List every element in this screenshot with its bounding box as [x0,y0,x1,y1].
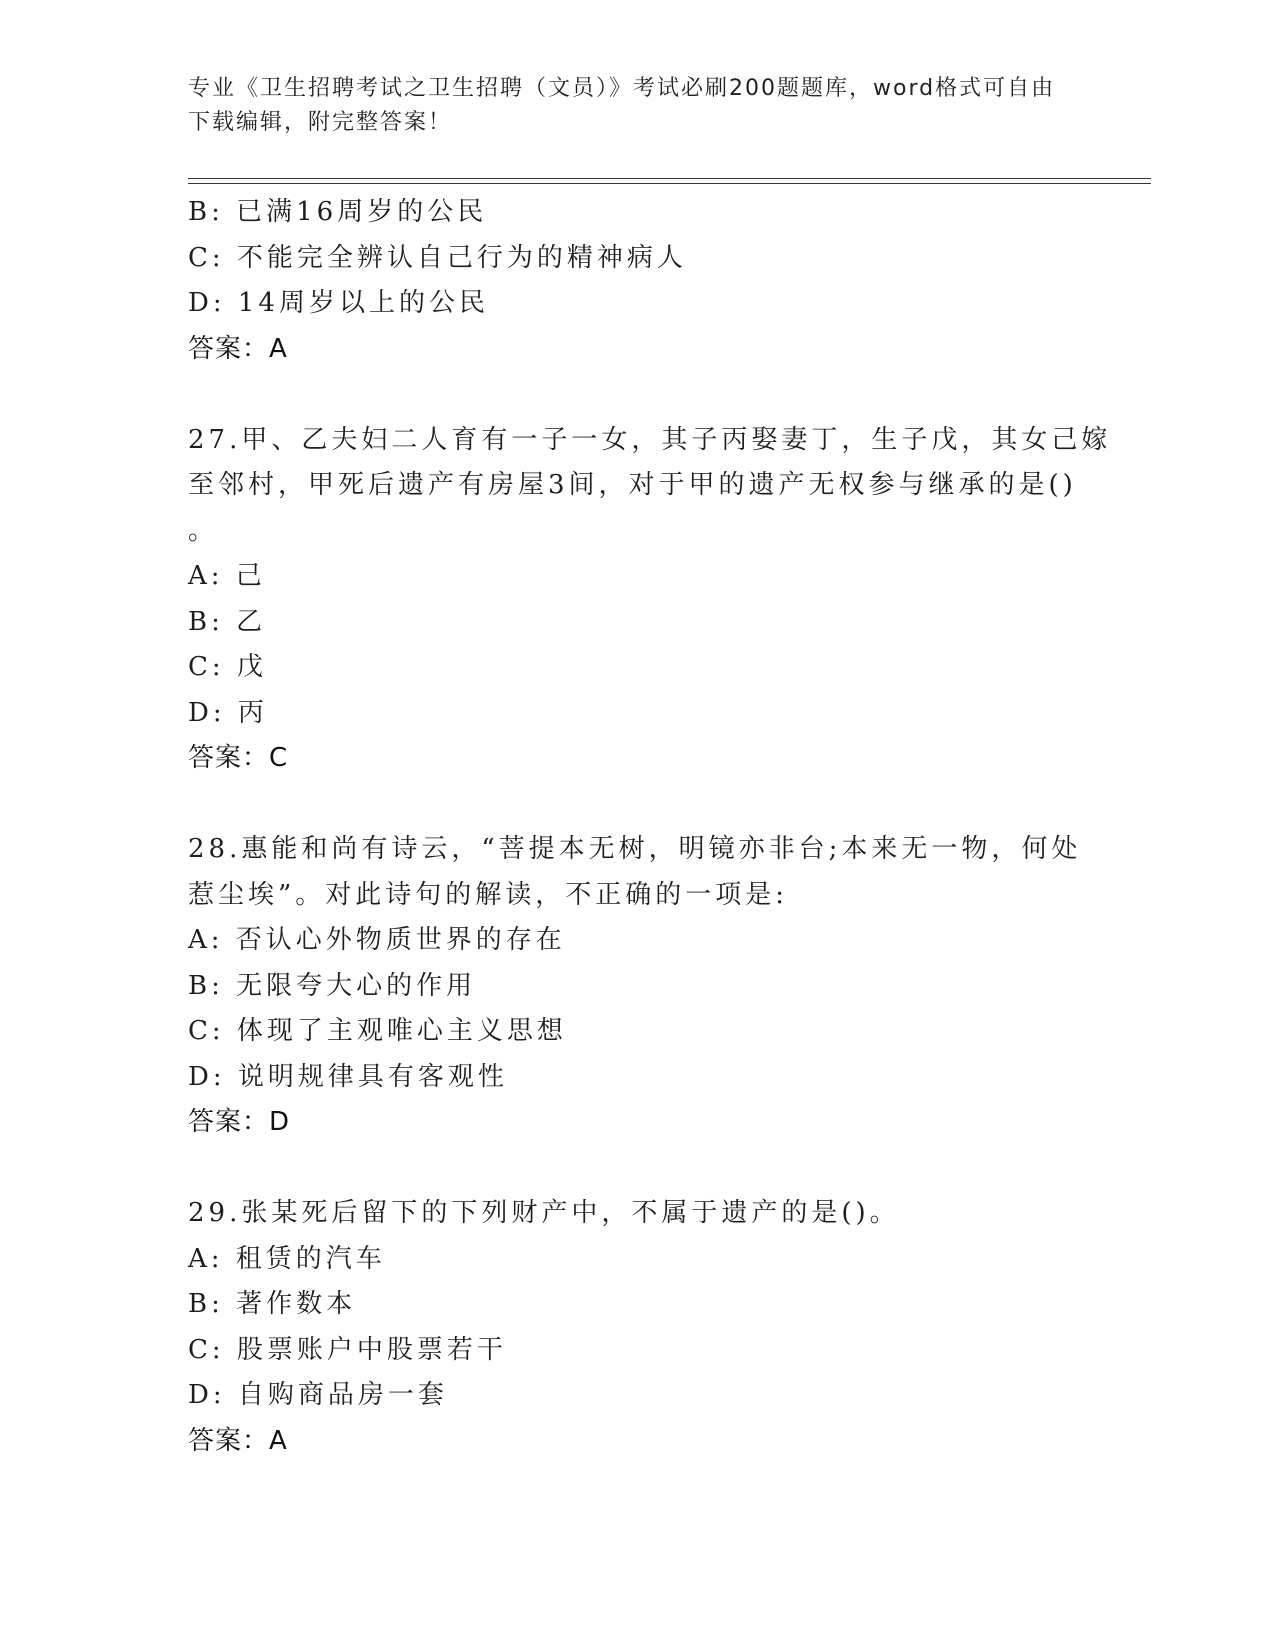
question-stem-line: 至邻村，甲死后遗产有房屋3间，对于甲的遗产无权参与继承的是() [188,470,1077,500]
answer-line: 答案：A [188,1425,288,1456]
question-28 [188,827,1088,1146]
option-b: B: 乙 [188,606,267,637]
header-divider-bottom [188,183,1151,184]
answer-line: 答案：C [188,743,289,773]
question-stem-line: 28.惠能和尚有诗云，“菩提本无树，明镜亦非台;本来无一物，何处 [188,834,1082,864]
option-a: A: 否认心外物质世界的存在 [188,925,566,955]
option-c: C: 戊 [188,652,267,682]
option-c: C: 体现了主观唯心主义思想 [188,1016,567,1046]
answer-line: 答案：A [188,333,288,364]
option-d: D: 丙 [188,697,268,728]
spacer [188,1146,1088,1192]
option-d: D: 说明规律具有客观性 [188,1061,508,1092]
document-header: 专业《卫生招聘考试之卫生招聘（文员）》考试必刷200题题库，word格式可自由下载编辑，附完整答案！ [188,76,1056,135]
spacer [188,782,1088,828]
option-b: B: 已满16周岁的公民 [188,197,488,227]
header-divider-top [188,178,1151,179]
question-29 [188,1191,1088,1464]
option-c: C: 股票账户中股票若干 [188,1334,507,1365]
question-27 [188,418,1112,782]
question-26-tail [188,190,1088,372]
option-c: C: 不能完全辨认自己行为的精神病人 [188,242,687,273]
question-list [188,190,1112,1464]
spacer [188,372,1088,418]
answer-line: 答案：D [188,1107,291,1137]
question-stem-line: 27.甲、乙夫妇二人育有一子一女，其子丙娶妻丁，生子戊，其女己嫁 [188,424,1112,455]
option-d: D: 14周岁以上的公民 [188,288,489,318]
question-stem-line: 。 [188,515,219,546]
option-b: B: 著作数本 [188,1289,357,1319]
option-a: A: 己 [188,561,266,591]
option-a: A: 租赁的汽车 [188,1243,386,1274]
question-stem-line: 惹尘埃”。对此诗句的解读，不正确的一项是: [188,879,789,910]
option-b: B: 无限夸大心的作用 [188,970,477,1001]
question-stem-line: 29.张某死后留下的下列财产中，不属于遗产的是()。 [188,1198,900,1228]
option-d: D: 自购商品房一套 [188,1380,448,1410]
